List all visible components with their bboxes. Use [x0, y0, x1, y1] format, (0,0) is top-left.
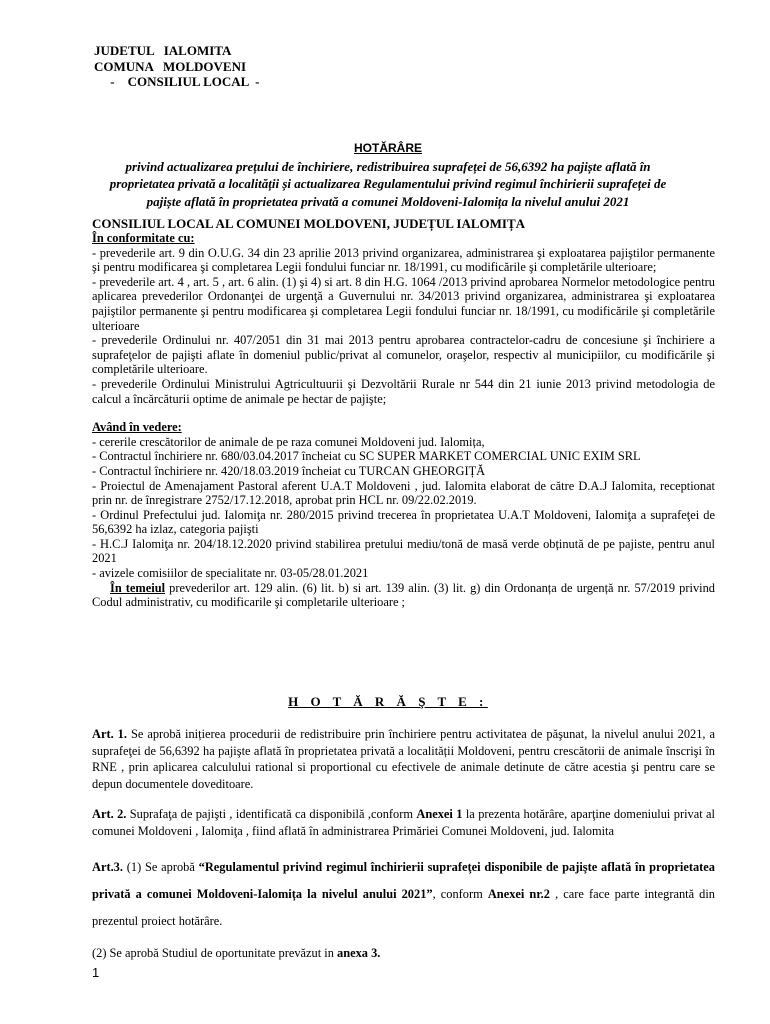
- art3-anexa: Anexei nr.2: [487, 886, 550, 901]
- art3-label: Art.3.: [92, 859, 123, 874]
- preamble: [92, 216, 715, 610]
- art3-text-mid: , conform: [432, 886, 488, 901]
- art3-text: (1) Se aprobă: [122, 859, 199, 874]
- avand-item: - Contractul închiriere nr. 420/18.03.2019 încheiat cu TURCAN GHEORGIȚĂ: [92, 463, 486, 478]
- temei-paragraph: [92, 581, 715, 610]
- avand-item: - Contractul închiriere nr. 680/03.04.2017 încheiat cu SC SUPER MARKET COMERCIAL UNIC EXIM SRL: [92, 449, 641, 464]
- council-name: CONSILIUL LOCAL AL COMUNEI MOLDOVENI, JUDEȚUL IALOMIȚA: [92, 216, 526, 231]
- article-1: [92, 726, 715, 792]
- conform-item: - prevederile Ordinului Ministrului Agtricultuurii şi Dezvoltării Rurale nr 544 din 21 iunie 2013 privind metodologia de calcul a încărcăturii optime de animale pe hectar de pajişte;: [92, 376, 715, 406]
- page-number: 1: [92, 965, 100, 980]
- document-title: [92, 140, 684, 210]
- art2-text-end: la prezenta hotărâre, aparţine domeniului privat al comunei Moldoveni , Ialomiţa , fiind aflată în administrarea Primăriei Comunei Moldoveni, jud. Ialomita: [92, 807, 716, 838]
- art2-text: Suprafaţa de pajişti , identificată ca disponibilă ,conform: [126, 807, 417, 822]
- document-header: [94, 43, 259, 90]
- avand-item: - avizele comisiilor de specialitate nr. 03-05/28.01.2021: [92, 566, 369, 581]
- hotaraste-heading: [92, 694, 684, 710]
- hotaraste-text: H O T Ă R Ă Ş T E :: [288, 694, 488, 709]
- title-subtitle: privind actualizarea prețului de închiriere, redistribuirea suprafeței de 56,6392 ha pajiște aflată în proprietatea privată a localității și actualizarea Regulamentului privind regimul închirierii suprafeței de pajiște aflată în proprietatea privată a comunei Moldoveni-Ialomița la nivelul anului 2021: [109, 158, 667, 209]
- conform-item: - prevederile Ordinului nr. 407/2051 din 31 mai 2013 pentru aprobarea contractelor-cadru de concesiune şi închiriere a suprafeţelor de pajişti aflate în domeniul public/privat al comunelor, oraşelor, respectiv al municipiilor, cu modificările şi completările ulterioare.: [92, 333, 715, 377]
- avand-item: - H.C.J Ialomiţa nr. 204/18.12.2020 privind stabilirea pretului mediu/tonă de masă verde obținută de pe pajiste, pentru anul 2021: [92, 536, 715, 566]
- conform-heading: În conformitate cu:: [92, 231, 195, 245]
- avand-item: - Proiectul de Amenajament Pastoral aferent U.A.T Moldoveni , jud. Ialomita elaborat de către D.A.J Ialomita, receptionat prin nr. de înregistrare 2752/17.12.2018, aprobat prin HCL nr. 09/22.02.2019.: [92, 478, 715, 508]
- header-council: - CONSILIUL LOCAL -: [94, 74, 260, 89]
- header-county: JUDETUL IALOMITA: [94, 43, 232, 58]
- avand-item: - Ordinul Prefectului jud. Ialomiţa nr. 280/2015 privind trecerea în proprietatea U.A.T Moldoveni, Ialomiţa a suprafeţei de 56,6392 ha izlaz, categoria pajişti: [92, 507, 715, 537]
- art3-2-anexa: anexa 3.: [337, 945, 381, 960]
- art2-label: Art. 2.: [92, 807, 127, 822]
- art3-2-text: (2) Se aprobă Studiul de oportunitate prevăzut in: [92, 945, 337, 960]
- header-commune: COMUNA MOLDOVENI: [94, 58, 247, 74]
- title-heading: HOTĂRÂRE: [354, 141, 422, 155]
- art3-regulament: “Regulamentul privind regimul închirierii suprafeţei disponibile de pajişte aflată în proprietatea privată a comunei Moldoveni-Ialomița la nivelul anului 2021”: [92, 859, 715, 901]
- avand-heading: Având în vedere:: [92, 420, 182, 435]
- conform-item: - prevederile art. 9 din O.U.G. 34 din 23 aprilie 2013 privind organizarea, administrarea şi exploatarea pajiştilor permanente şi pentru modificarea şi completarea Legii fondului funciar nr. 18/1991, cu modificările şi completările ulterioare;: [92, 245, 715, 275]
- temei-text: prevederilor art. 129 alin. (6) lit. b) si art. 139 alin. (3) lit. g) din Ordonanța de urgență nr. 57/2019 privind Codul administrativ, cu modificarile şi completarile ulterioare ;: [92, 580, 715, 610]
- art3-text-end: , care face parte integrantă din prezentul proiect hotărâre.: [92, 886, 715, 928]
- art2-anexa: Anexei 1: [416, 807, 463, 822]
- temei-label: În temeiul: [110, 580, 166, 595]
- avand-item: - cererile crescătorilor de animale de pe raza comunei Moldoveni jud. Ialomița,: [92, 434, 485, 449]
- article-3: [92, 854, 715, 935]
- art1-text: Se aprobă inițierea procedurii de redistribuire prin închiriere pentru activitatea de păşunat, la nivelul anului 2021, a suprafeţei de 56,6392 ha pajişte aflată în proprietatea privată a localității Moldoveni, pentru crescătorii de animale înscrişi în RNE , prin aplicarea calculului rational si proportional cu efectivele de animale detinute de către acestia şi pentru care se depun documentele doveditoare.: [92, 727, 716, 791]
- article-3-2: [92, 945, 715, 962]
- articles: [92, 726, 715, 975]
- article-2: [92, 806, 715, 839]
- art1-label: Art. 1.: [92, 727, 127, 741]
- conform-item: - prevederile art. 4 , art. 5 , art. 6 alin. (1) şi 4) si art. 8 din H.G. 1064 /2013 privind aprobarea Normelor metodologice pentru aplicarea prevederilor Ordonanţei de urgenţă a Guvernului nr. 34/2013 privind organizarea, administrarea şi exploatarea pajiştilor permanente şi pentru modificarea şi completarea Legii fondului funciar nr. 18/1991, cu modificările şi completările ulterioare: [92, 274, 715, 333]
